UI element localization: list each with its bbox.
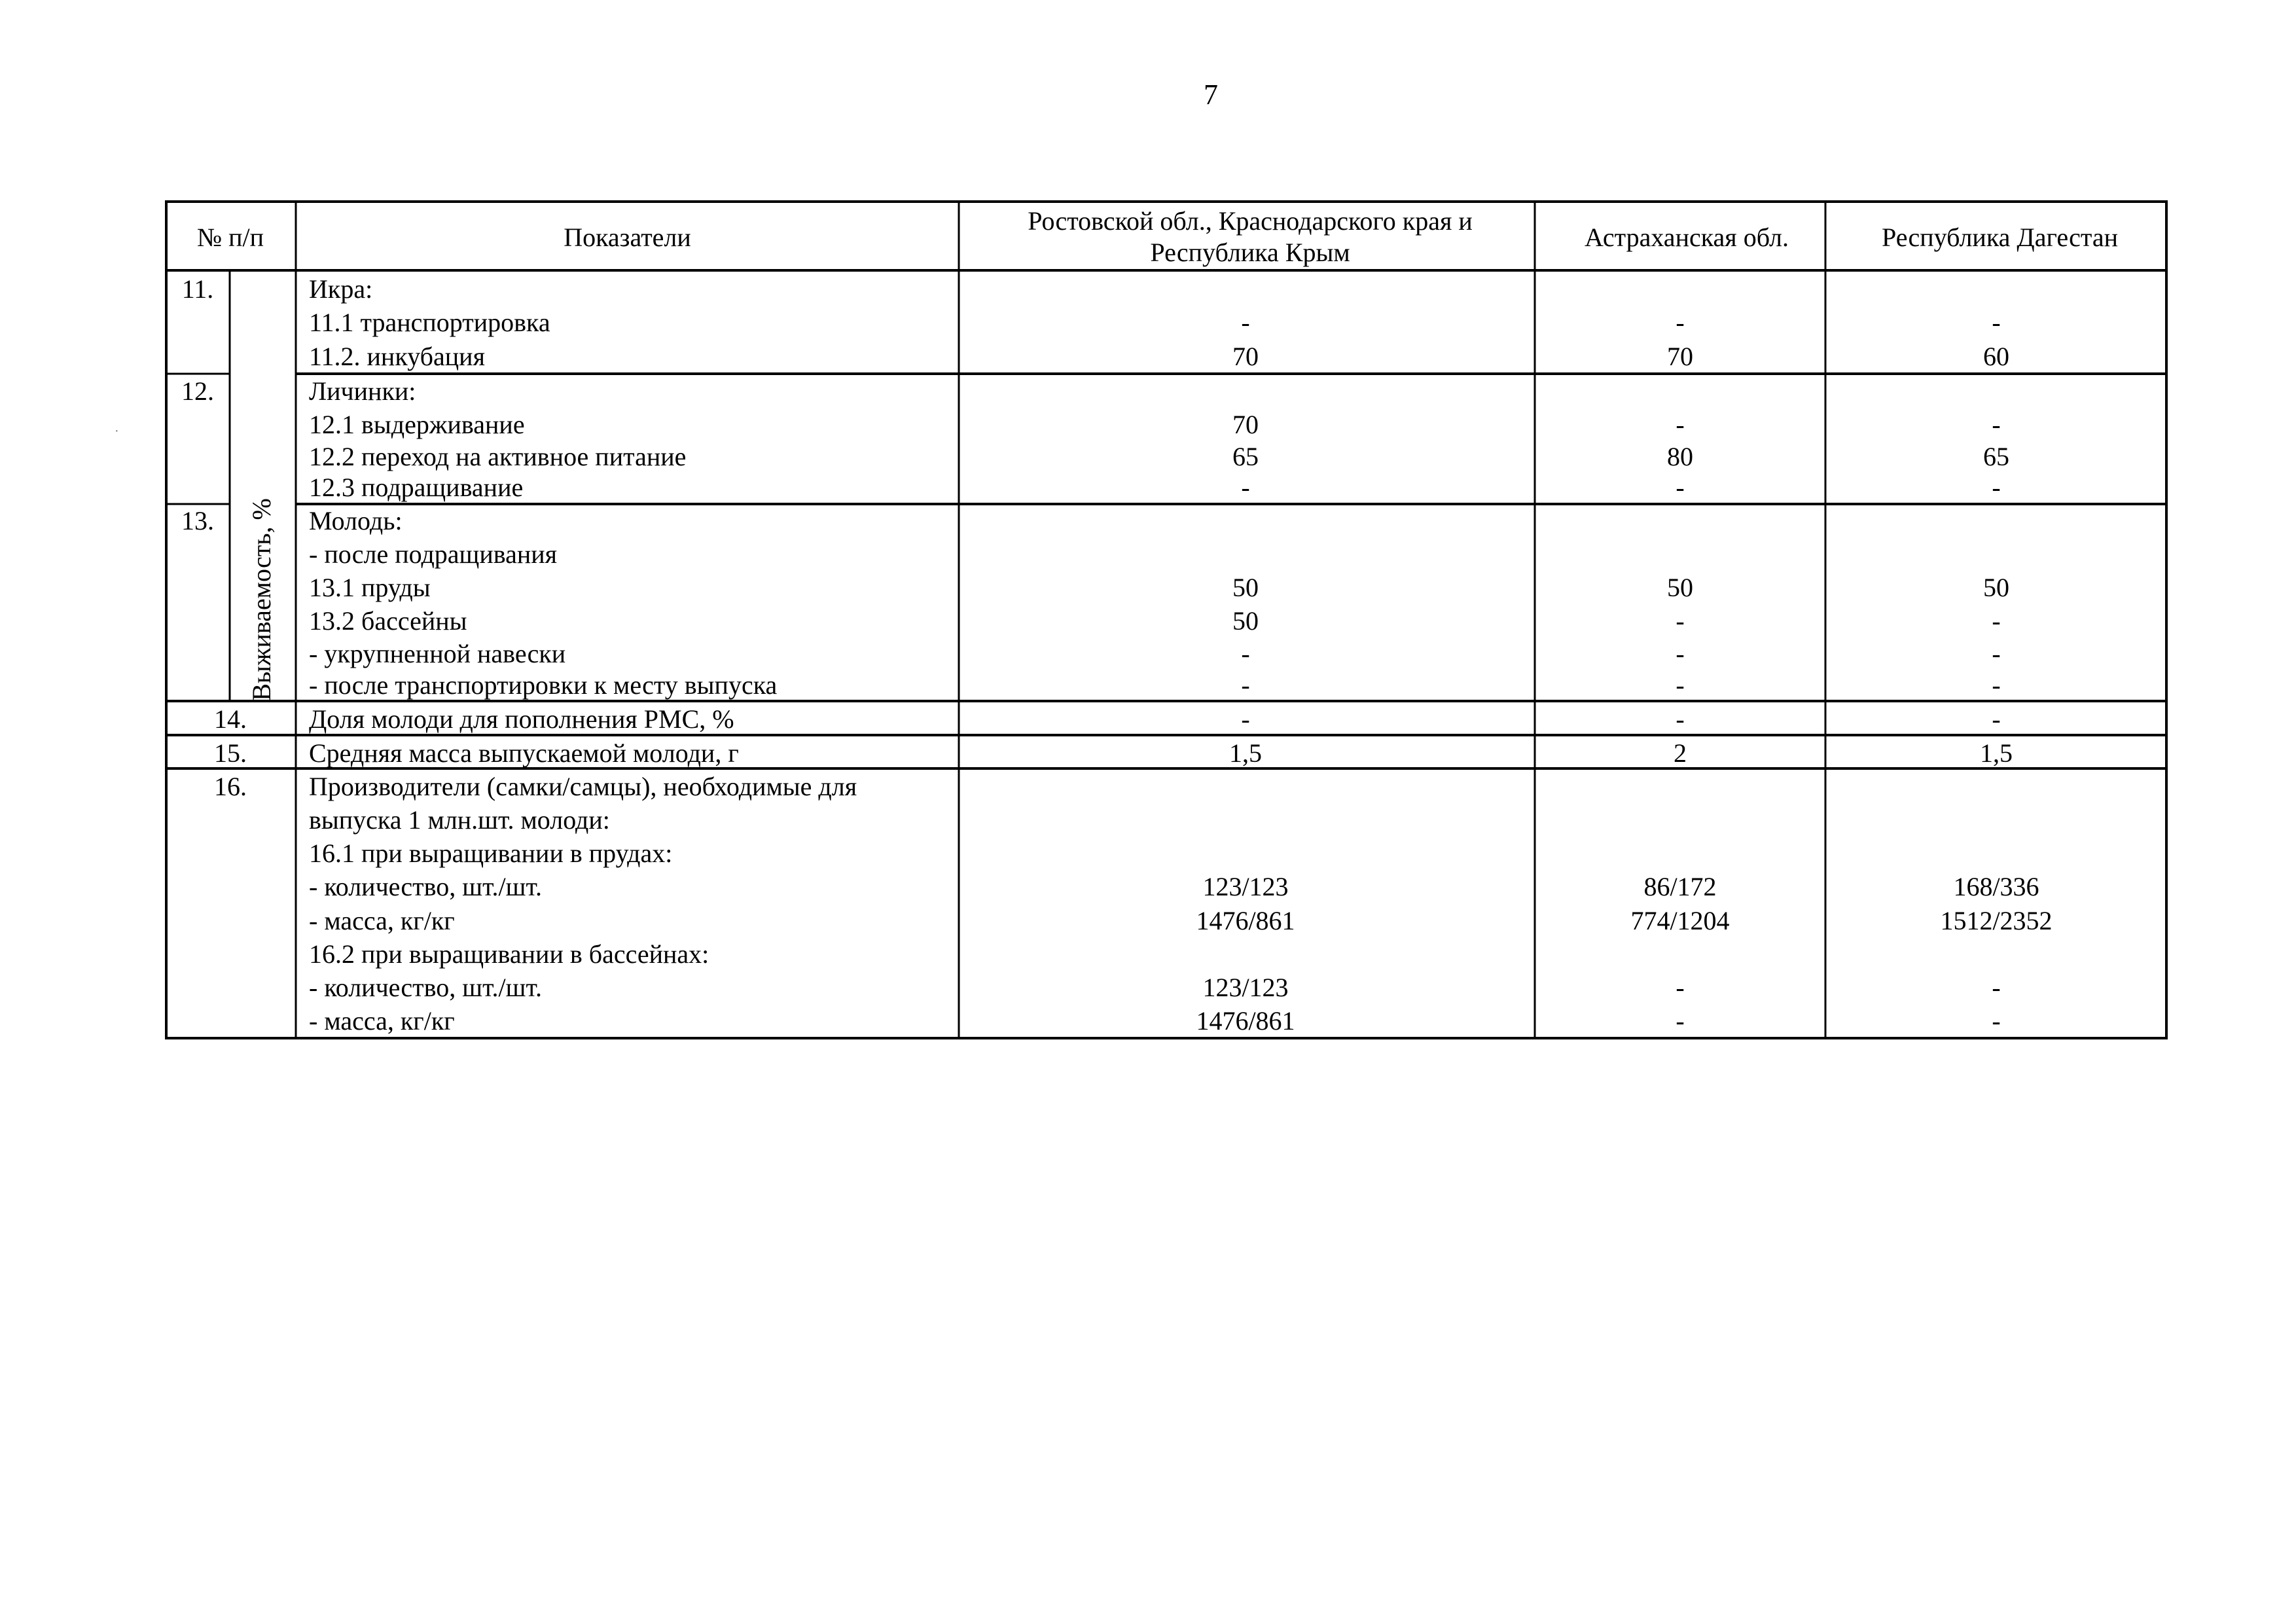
section-number: 13. — [181, 506, 214, 535]
row-value-region-3: - — [1992, 308, 2001, 337]
row-value-region-3: - — [1992, 639, 2001, 668]
row-value-region-2: 80 — [1667, 442, 1693, 471]
row-label: Икра: — [309, 274, 373, 304]
row-value-region-1: - — [1241, 473, 1250, 502]
section-number: 16. — [214, 772, 247, 801]
row-label: 12.2 переход на активное питание — [309, 442, 687, 471]
row-value-region-2: 2 — [1674, 738, 1687, 768]
section-number: 11. — [181, 274, 214, 304]
row-value-region-2: - — [1676, 606, 1685, 636]
row-value-region-3: - — [1992, 704, 2001, 734]
row-label: 12.1 выдерживание — [309, 410, 525, 439]
row-value-region-2: 774/1204 — [1630, 906, 1730, 935]
row-value-region-1: - — [1241, 704, 1250, 734]
row-value-region-2: 86/172 — [1643, 872, 1717, 901]
row-label: 11.1 транспортировка — [309, 308, 550, 337]
row-value-region-1: 1476/861 — [1196, 1006, 1295, 1036]
row-value-region-1: 50 — [1232, 573, 1259, 602]
section-number: 14. — [214, 704, 247, 734]
row-label: - количество, шт./шт. — [309, 973, 542, 1002]
header-region-dagestan: Республика Дагестан — [1882, 223, 2118, 252]
row-label: 16.1 при выращивании в прудах: — [309, 839, 673, 868]
row-label: Доля молоди для пополнения РМС, % — [309, 704, 734, 734]
row-value-region-2: - — [1676, 473, 1685, 502]
row-value-region-3: 1,5 — [1980, 738, 2013, 768]
row-value-region-3: 1512/2352 — [1940, 906, 2053, 935]
row-value-region-3: - — [1992, 1006, 2001, 1036]
row-label: Молодь: — [309, 506, 403, 535]
section-number: 15. — [214, 738, 247, 768]
row-value-region-2: - — [1676, 1006, 1685, 1036]
row-value-region-2: 70 — [1667, 342, 1693, 371]
row-label: - после транспортировки к месту выпуска — [309, 670, 778, 700]
row-label: 13.1 пруды — [309, 573, 431, 602]
row-value-region-1: - — [1241, 639, 1250, 668]
row-label: - количество, шт./шт. — [309, 872, 542, 901]
row-value-region-2: - — [1676, 973, 1685, 1002]
row-label: 13.2 бассейны — [309, 606, 467, 636]
row-value-region-3: 50 — [1983, 573, 2009, 602]
survival-vertical-label: Выживаемость, % — [247, 498, 276, 701]
row-value-region-3: - — [1992, 670, 2001, 700]
row-value-region-1: 123/123 — [1202, 872, 1289, 901]
row-value-region-1: 50 — [1232, 606, 1259, 636]
header-num: № п/п — [196, 223, 264, 252]
row-value-region-1: 1,5 — [1229, 738, 1262, 768]
row-value-region-3: 65 — [1983, 442, 2009, 471]
row-value-region-1: - — [1241, 308, 1250, 337]
page-number: 7 — [1204, 79, 1218, 111]
header-indicators: Показатели — [564, 223, 691, 252]
row-label: Средняя масса выпускаемой молоди, г — [309, 738, 739, 768]
row-label: 12.3 подращивание — [309, 473, 524, 502]
row-label: 11.2. инкубация — [309, 342, 485, 371]
row-value-region-1: 65 — [1232, 442, 1259, 471]
header-region-rostov: Ростовской обл., Краснодарского края и Республика Крым — [1028, 206, 1473, 267]
row-value-region-1: 70 — [1232, 342, 1259, 371]
row-value-region-2: - — [1676, 704, 1685, 734]
row-label: выпуска 1 млн.шт. молоди: — [309, 805, 610, 835]
row-label: - масса, кг/кг — [309, 1006, 455, 1036]
stray-mark: · — [115, 424, 119, 439]
header-region-astrakhan: Астраханская обл. — [1584, 223, 1789, 252]
row-value-region-3: 168/336 — [1953, 872, 2039, 901]
row-value-region-2: - — [1676, 639, 1685, 668]
row-value-region-2: - — [1676, 410, 1685, 439]
row-value-region-1: 123/123 — [1202, 973, 1289, 1002]
row-value-region-3: - — [1992, 973, 2001, 1002]
row-label: 16.2 при выращивании в бассейнах: — [309, 939, 709, 969]
row-label: - укрупненной навески — [309, 639, 566, 668]
row-label: Производители (самки/самцы), необходимые для — [309, 772, 857, 801]
row-value-region-2: - — [1676, 670, 1685, 700]
section-number: 12. — [181, 376, 214, 406]
row-value-region-2: 50 — [1667, 573, 1693, 602]
row-value-region-3: - — [1992, 410, 2001, 439]
row-label: - после подращивания — [309, 539, 558, 569]
row-label: - масса, кг/кг — [309, 906, 455, 935]
row-value-region-1: 70 — [1232, 410, 1259, 439]
row-value-region-3: - — [1992, 473, 2001, 502]
row-value-region-1: - — [1241, 670, 1250, 700]
data-table — [165, 200, 2168, 1039]
row-value-region-3: - — [1992, 606, 2001, 636]
row-value-region-3: 60 — [1983, 342, 2009, 371]
row-value-region-1: 1476/861 — [1196, 906, 1295, 935]
row-label: Личинки: — [309, 376, 416, 406]
row-value-region-2: - — [1676, 308, 1685, 337]
